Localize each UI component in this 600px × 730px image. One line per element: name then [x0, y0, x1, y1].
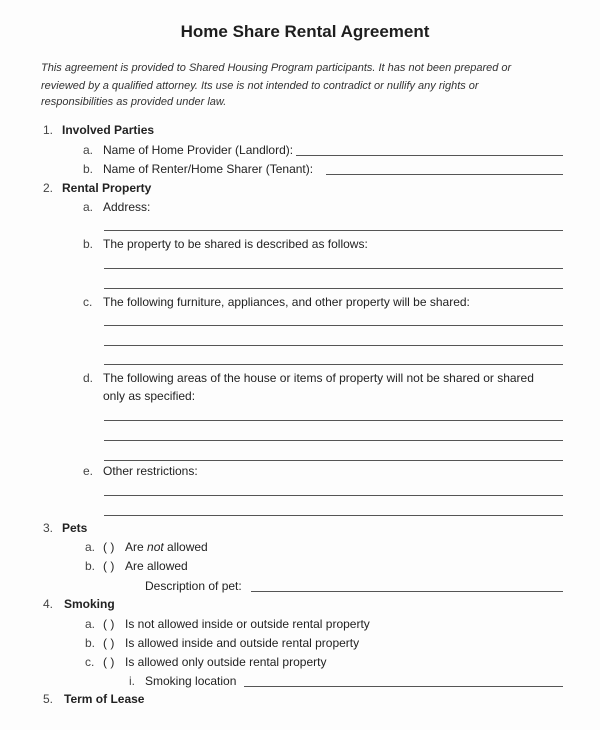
other-restrictions-label: Other restrictions:	[103, 464, 198, 478]
tenant-name-field[interactable]	[326, 174, 563, 175]
section-number: 5.	[43, 692, 54, 706]
item-letter: d.	[83, 371, 94, 385]
section-number: 2.	[43, 181, 54, 195]
section-number: 1.	[43, 123, 54, 137]
item-letter: e.	[83, 464, 94, 478]
pets-not-allowed-label	[125, 540, 208, 554]
smoking-location-field[interactable]	[244, 686, 563, 687]
item-letter: b.	[85, 636, 96, 650]
landlord-name-field[interactable]	[296, 155, 563, 156]
label-post: allowed	[163, 540, 208, 554]
shared-furniture-label: The following furniture, appliances, and other property will be shared:	[103, 295, 470, 309]
address-label: Address:	[103, 200, 151, 214]
pet-description-field[interactable]	[251, 591, 563, 592]
shared-furniture-field[interactable]	[104, 325, 563, 326]
shared-property-label: The property to be shared is described as follows:	[103, 237, 368, 251]
section-heading: Pets	[62, 521, 88, 535]
item-letter: a.	[85, 617, 96, 631]
smoking-location-label: Smoking location	[145, 674, 237, 688]
not-shared-areas-field[interactable]	[104, 420, 563, 421]
item-letter: c.	[85, 655, 95, 669]
section-heading: Involved Parties	[62, 123, 155, 137]
landlord-name-label: Name of Home Provider (Landlord):	[103, 143, 294, 157]
section-number: 4.	[43, 597, 54, 611]
item-letter: b.	[85, 559, 96, 573]
pet-description-label: Description of pet:	[145, 579, 242, 593]
pets-not-allowed-checkbox[interactable]: ( )	[103, 540, 115, 554]
smoking-allowed-label: Is allowed inside and outside rental property	[125, 636, 360, 650]
address-field[interactable]	[104, 230, 563, 231]
label-emphasis: not	[147, 540, 164, 554]
not-shared-areas-field[interactable]	[104, 460, 563, 461]
intro-line: responsibilities as provided under law.	[41, 96, 227, 108]
intro-line: This agreement is provided to Shared Housing Program participants. It has not been prepared or	[41, 62, 512, 74]
not-shared-areas-label-cont: only as specified:	[103, 389, 196, 403]
item-letter: a.	[83, 200, 94, 214]
smoking-outside-checkbox[interactable]: ( )	[103, 655, 115, 669]
other-restrictions-field[interactable]	[104, 515, 563, 516]
section-number: 3.	[43, 521, 54, 535]
smoking-outside-label: Is allowed only outside rental property	[125, 655, 327, 669]
shared-property-field[interactable]	[104, 288, 563, 289]
shared-furniture-field[interactable]	[104, 364, 563, 365]
shared-property-field[interactable]	[104, 268, 563, 269]
item-letter: c.	[83, 295, 93, 309]
item-letter: b.	[83, 162, 94, 176]
not-shared-areas-label: The following areas of the house or items of property will not be shared or shared	[103, 371, 534, 385]
label-pre: Are	[125, 540, 148, 554]
item-letter: a.	[85, 540, 96, 554]
item-letter: a.	[83, 143, 94, 157]
section-heading: Term of Lease	[64, 692, 145, 706]
smoking-allowed-checkbox[interactable]: ( )	[103, 636, 115, 650]
item-letter: b.	[83, 237, 94, 251]
intro-line: reviewed by a qualified attorney. Its use is not intended to contradict or nullify any rights or	[41, 80, 479, 92]
section-heading: Rental Property	[62, 181, 152, 195]
pets-allowed-checkbox[interactable]: ( )	[103, 559, 115, 573]
document-title: Home Share Rental Agreement	[180, 22, 430, 41]
smoking-not-allowed-label: Is not allowed inside or outside rental property	[125, 617, 370, 631]
section-heading: Smoking	[64, 597, 115, 611]
smoking-not-allowed-checkbox[interactable]: ( )	[103, 617, 115, 631]
shared-furniture-field[interactable]	[104, 345, 563, 346]
not-shared-areas-field[interactable]	[104, 440, 563, 441]
other-restrictions-field[interactable]	[104, 495, 563, 496]
tenant-name-label: Name of Renter/Home Sharer (Tenant):	[103, 162, 314, 176]
sub-item-numeral: i.	[129, 674, 135, 688]
pets-allowed-label: Are allowed	[125, 559, 188, 573]
